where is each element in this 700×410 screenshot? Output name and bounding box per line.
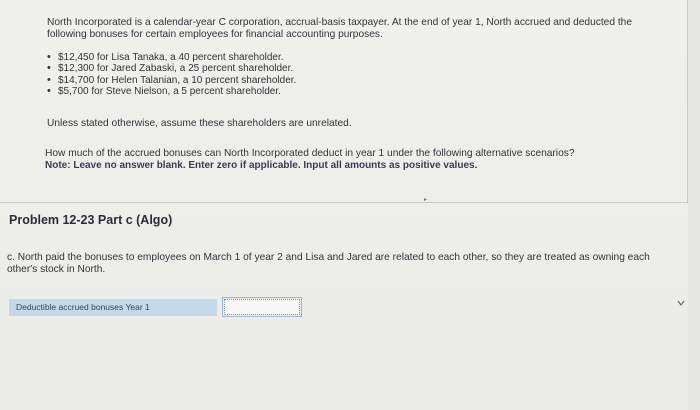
prompt-text: How much of the accrued bonuses can North Incorporated deduct in year 1 under the following alternative scenarios?	[45, 148, 575, 159]
list-item: • $12,300 for Jared Zabaski, a 25 percent shareholder.	[47, 63, 296, 74]
part-c-text: c. North paid the bonuses to employees on March 1 of year 2 and Lisa and Jared are related to each other, so they are treated as owning each other's stock in North.	[7, 252, 650, 275]
chevron-down-icon[interactable]	[676, 298, 686, 308]
answer-label: Deductible accrued bonuses Year 1	[9, 299, 217, 316]
question-intro: North Incorporated is a calendar-year C corporation, accrual-basis taxpayer. At the end of year 1, North accrued and deducted the following bonuses for certain employees for financial accounting purposes.	[47, 17, 632, 40]
answer-input[interactable]	[224, 299, 300, 315]
scrollbar[interactable]	[688, 0, 700, 410]
list-item: • $12,450 for Lisa Tanaka, a 40 percent shareholder.	[47, 52, 296, 63]
assumption-text: Unless stated otherwise, assume these shareholders are unrelated.	[47, 118, 352, 129]
question-panel	[0, 0, 688, 203]
bonus-list	[47, 52, 296, 97]
question-prompt	[45, 148, 665, 172]
problem-title: Problem 12-23 Part c (Algo)	[9, 213, 173, 227]
cursor-icon: ▸	[424, 197, 428, 203]
list-item: • $5,700 for Steve Nielson, a 5 percent shareholder.	[47, 86, 296, 97]
answer-row	[9, 297, 302, 317]
instruction-note: Note: Leave no answer blank. Enter zero if applicable. Input all amounts as positive values.	[45, 160, 478, 171]
list-item: • $14,700 for Helen Talanian, a 10 percent shareholder.	[47, 75, 296, 86]
answer-input-frame	[222, 297, 302, 317]
